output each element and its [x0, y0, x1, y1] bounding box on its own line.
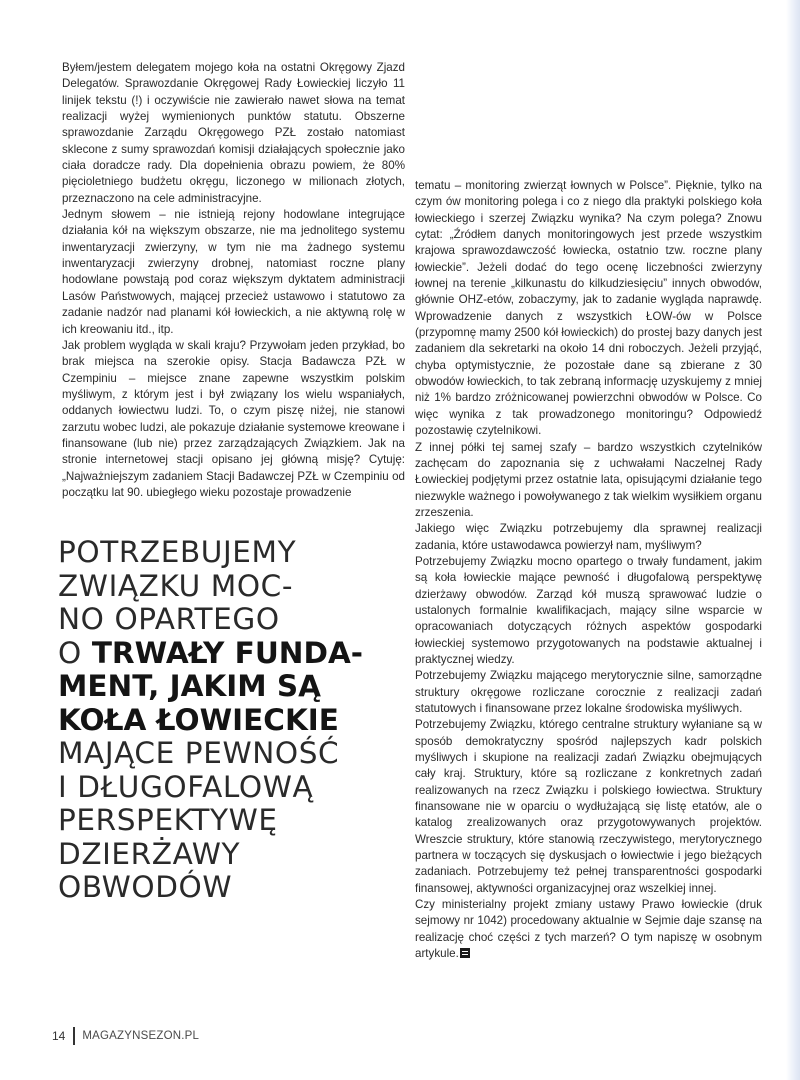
paragraph: Byłem/jestem delegatem mojego koła na ostatni Okręgowy Zjazd Delegatów. Sprawozdanie Okręgowej Rady Łowieckiej liczyło 11 linijek tekstu (!) i oczywiście nie zawierało nawet słowa na temat realizacji wyżej wymienionych punktów statutu. Obszerne sprawozdanie Zarządu Okręgowego PZŁ zostało natomiast sklecone z sumy sprawozdań komisji działających społecznie jako ciała doradcze rady. Dla dopełnienia obrazu powiem, że 80% pięcioletniego budżetu okręgu, liczonego w milionach złotych, przeznaczono na cele administracyjne.	[62, 61, 405, 205]
pull-quote-text: ZWIĄZKU MOC-	[58, 568, 294, 603]
pull-quote-line	[58, 804, 358, 838]
article-right-column	[415, 178, 762, 963]
paragraph: Potrzebujemy Związku mającego merytorycznie silne, samorządne struktury okręgowe rozliczane corocznie z realizacji zadań statutowych i finansowane przez lokalne środowiska myśliwych.	[415, 669, 762, 715]
paragraph-final-text: Czy ministerialny projekt zmiany ustawy Prawo łowieckie (druk sejmowy nr 1042) procedowany aktualnie w Sejmie daje szansę na realizację choć części z tych marzeń? O tym napiszę w osobnym artykule.	[415, 898, 762, 961]
page-spine-shadow	[786, 0, 800, 1080]
paragraph: Jakiego więc Związku potrzebujemy dla sprawnej realizacji zadania, które ustawodawca powierzył nam, myśliwym?	[415, 522, 762, 552]
pull-quote	[58, 535, 364, 905]
magazine-website-link[interactable]: MAGAZYNSEZON.PL	[82, 1030, 200, 1042]
footer-divider	[73, 1027, 75, 1045]
pull-quote-line	[58, 737, 358, 771]
pull-quote-line	[58, 536, 358, 570]
pull-quote-text: PERSPEKTYWĘ	[58, 803, 278, 837]
pull-quote-text: OBWODÓW	[58, 870, 233, 904]
paragraph: Z innej półki tej samej szafy – bardzo wszystkich czytelników zachęcam do zapoznania się z uchwałami Naczelnej Rady Łowieckiej podjętymi przez ostatnie lata, opisującymi działanie tego niezwykle ważnego i powoływanego z tak wielkim wysiłkiem organu zrzeszenia.	[415, 440, 762, 519]
pull-quote-text: NO OPARTEGO	[58, 602, 280, 636]
pull-quote-line	[58, 635, 364, 671]
paragraph: Potrzebujemy Związku mocno opartego o trwały fundament, jakim są koła łowieckie mające pewność i długofalową perspektywę dzierżawy obwodów. Zarząd kół muszą sprawować ludzie o ustalonych formalnie kwalifikacjach, mający silne wsparcie w opracowaniach dotyczących różnych aspektów gospodarki łowieckiej systemowo przygotowanych na podstawie aktualnej i praktycznej wiedzy.	[415, 554, 762, 666]
pull-quote-line	[58, 871, 358, 905]
pull-quote-emphasis: TRWAŁY FUNDA-	[91, 635, 364, 670]
pull-quote-text: DZIERŻAWY	[58, 836, 241, 871]
pull-quote-line	[58, 771, 358, 805]
end-of-article-icon	[460, 948, 470, 958]
pull-quote-text: O	[58, 635, 92, 670]
page-footer	[52, 1026, 199, 1046]
pull-quote-text: MAJĄCE PEWNOŚĆ	[58, 736, 340, 770]
pull-quote-line	[58, 670, 358, 704]
paragraph-final	[415, 897, 762, 962]
paragraph: Potrzebujemy Związku, którego centralne struktury wyłaniane są w sposób demokratyczny spośród najlepszych kadr polskich myśliwych i skupione na realizacji zadań Związku obejmujących cały kraj. Struktury, które są rozliczane z konkretnych zadań realizowanych na rzecz Związku i polskiego łowiectwa. Struktury finansowane nie w oparciu o wydłużającą się listę etatów, ale o katalog zrealizowanych oraz przygotowywanych projektów. Wreszcie struktury, które stanowią rzeczywistego, merytorycznego partnera w toczących się dyskusjach o łowiectwie i jego bieżących zadaniach. Potrzebujemy też pełnej transparentności gospodarki finansowej, aktywności organizacyjnej oraz wszelkiej innej.	[415, 718, 762, 895]
page-number: 14	[52, 1029, 66, 1043]
pull-quote-line	[58, 838, 358, 872]
article-left-column	[62, 60, 405, 501]
pull-quote-emphasis: MENT, JAKIM SĄ	[58, 669, 321, 703]
pull-quote-text: POTRZEBUJEMY	[58, 535, 297, 569]
paragraph: Jednym słowem – nie istnieją rejony hodowlane integrujące działania kół na większym obszarze, nie ma jednolitego systemu inwentaryzacji zwierzyny, w tym nie ma żadnego systemu inwentaryzacji zwierzyny drobnej, natomiast roczne plany hodowlane powstają pod coraz większym dyktatem administracji Lasów Państwowych, mającej przecież ustawowo i statutowo za zadanie nadzór nad planami kół łowieckich, a nie aktywną rolę w ich kreowaniu itd., itp.	[62, 208, 405, 336]
pull-quote-line	[58, 570, 358, 604]
pull-quote-line	[58, 603, 358, 637]
pull-quote-text: I DŁUGOFALOWĄ	[58, 769, 314, 804]
paragraph: Jak problem wygląda w skali kraju? Przywołam jeden przykład, bo brak miejsca na szerokie opisy. Stacja Badawcza PZŁ w Czempiniu – miejsce znane zapewne wszystkim polskim myśliwym, z którym jest i był związany los wielu wspaniałych, oddanych łowiectwu ludzi. To, o czym piszę niżej, nie stanowi zarzutu wobec ludzi, ale pokazuje działanie systemowe kreowane i finansowane (lub nie) przez zarządzających Związkiem. Jak na stronie internetowej stacji opisano jej główną misję? Cytuję: „Najważniejszym zadaniem Stacji Badawczej PZŁ w Czempiniu od początku lat 90. ubiegłego wieku pozostaje prowadzenie	[62, 338, 405, 499]
paragraph: tematu – monitoring zwierząt łownych w Polsce”. Pięknie, tylko na czym ów monitoring polega i co z niego dla praktyki polskiego koła łowieckiego i szerzej Związku wynika? Na czym polega? Znowu cytat: „Źródłem danych monitoringowych jest przede wszystkim krajowa sprawozdawczość łowiecka, ostatnio tzw. roczne plany łowieckie”. Jeżeli dodać do tego ocenę liczebności zwierzyny łownej na terenie „kilkunastu do kilkudziesięciu” innych obwodów, głównie OHZ-etów, zobaczymy, jak to zadanie wygląda naprawdę. Wprowadzenie danych z wszystkich ŁOW-ów w Polsce (przypomnę mamy 2500 kół łowieckich) do prostej bazy danych jest zadaniem dla sekretarki na około 14 dni roboczych. Jeżeli przyjąć, chyba optymistycznie, że pozostałe dane są zbierane z 30 obwodów łowieckich, to tak zebraną informację uzyskujemy z mniej niż 1% bardzo zróżnicowanej powierzchni obwodów w Polsce. Co więc wynika z tak prowadzonego monitoringu? Odpowiedź pozostawię czytelnikowi.	[415, 179, 762, 438]
pull-quote-line	[58, 704, 358, 738]
pull-quote-emphasis: KOŁA ŁOWIECKIE	[58, 702, 339, 737]
